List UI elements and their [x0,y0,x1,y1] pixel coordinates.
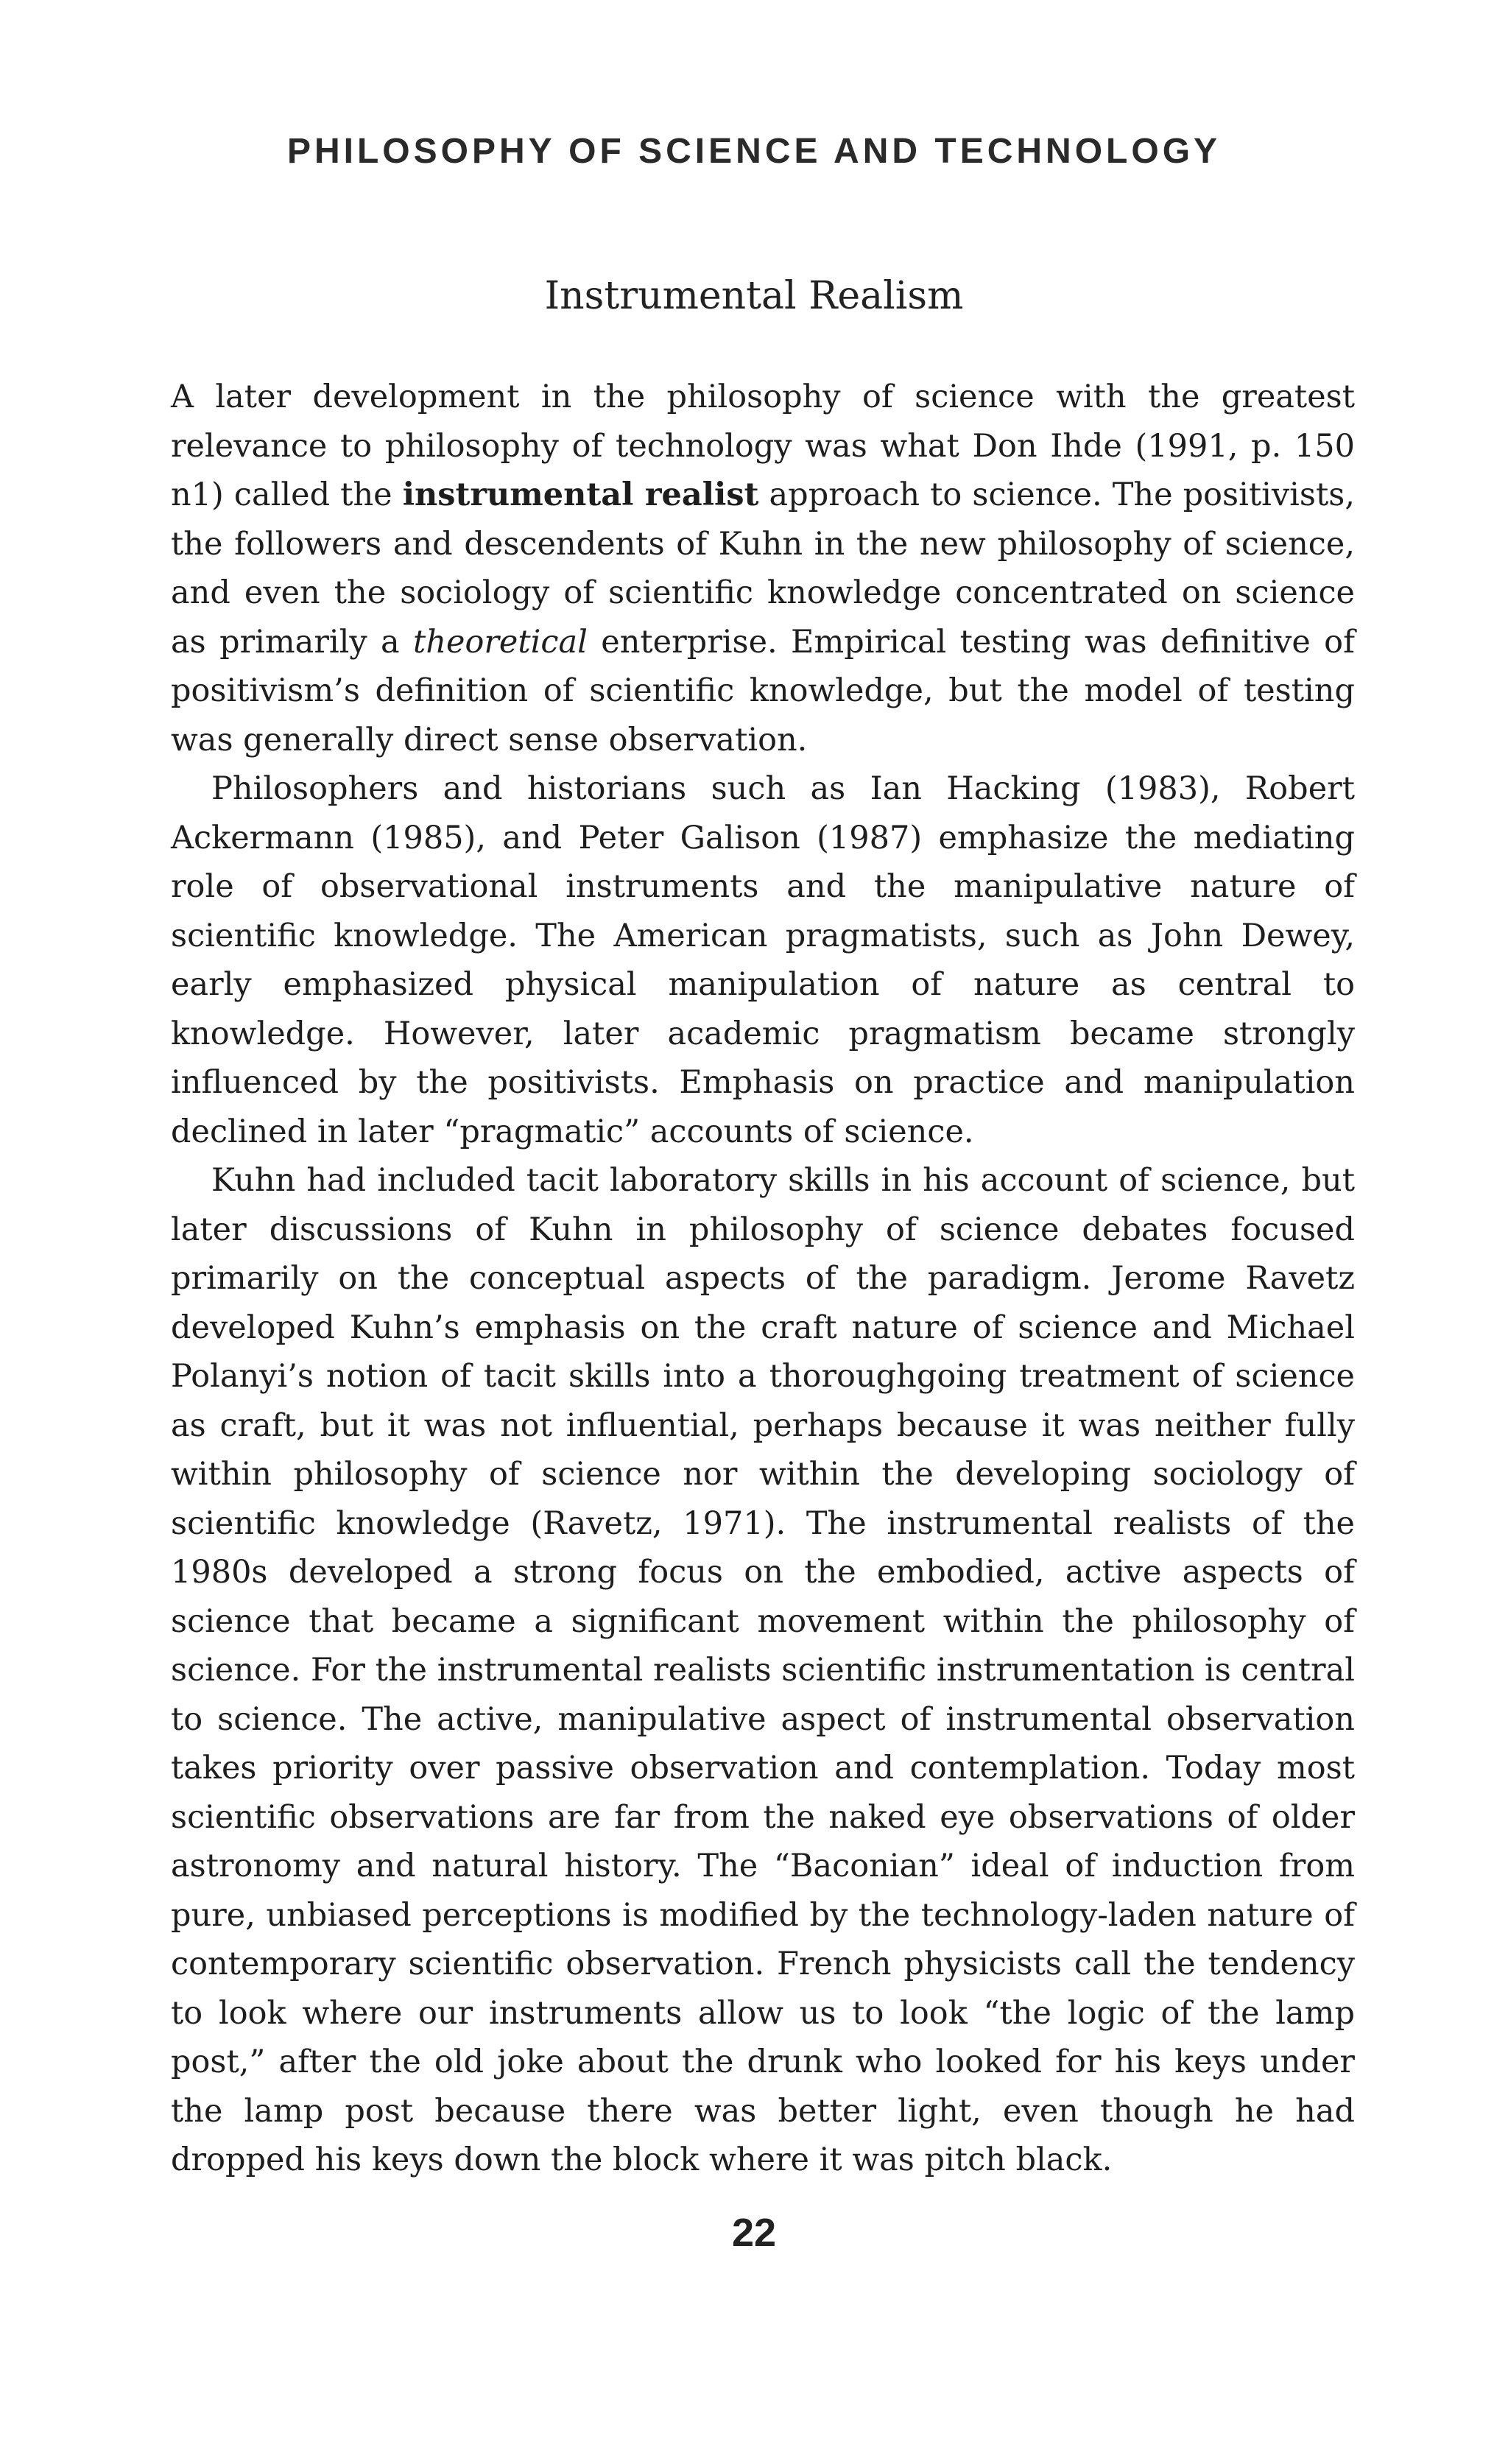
running-head-title: PHILOSOPHY OF SCIENCE AND TECHNOLOGY [286,132,1222,171]
section-title: Instrumental Realism [544,274,964,318]
paragraph-1 [171,373,1355,764]
term-instrumental-realist: instrumental realist [402,476,759,513]
term-theoretical: theoretical [413,623,588,661]
paragraph-3: Kuhn had included tacit laboratory skills in his account of science, but later discussions of Kuhn in philosophy of science debates focused primarily on the conceptual aspects of the paradigm. Jerome Ravetz developed Kuhn’s emphasis on the craft nature of science and Michael Polanyi’s notion of tacit skills into a thoroughgoing treatment of science as craft, but it was not influential, perhaps because it was neither fully within philosophy of science nor within the developing sociology of scientific knowledge (Ravetz, 1971). The instrumental realists of the 1980s developed a strong focus on the embodied, active aspects of science that became a significant movement within the philosophy of science. For the instrumental realists scientific instrumentation is central to science. The active, manipulative aspect of instrumental observation takes priority over passive observation and contemplation. Today most scientific observations are far from the naked eye observations of older astronomy and natural history. The “Baconian” ideal of induction from pure, unbiased perceptions is modified by the technology-laden nature of contemporary scientific observation. French physicists call the tendency to look where our instruments allow us to look “the logic of the lamp post,” after the old joke about the drunk who looked for his keys under the lamp post because there was better light, even though he had dropped his keys down the block where it was pitch black. [171,1162,1355,2178]
paragraph-1-text-b: approach to science. The positivists, the followers and descendents of Kuhn in the new philosophy of science, and even the sociology of scientific knowledge concentrated on science as primarily a [171,476,1356,661]
paragraph-2: Philosophers and historians such as Ian Hacking (1983), Robert Ackermann (1985), and Peter Galison (1987) emphasize the mediating role of observational instruments and the manipulative nature of scientific knowledge. The American pragmatists, such as John Dewey, early emphasized physical manipulation of nature as central to knowledge. However, later academic pragmatism became strongly influenced by the positivists. Emphasis on practice and manipulation declined in later “pragmatic” accounts of science. [171,770,1355,1150]
body-text [171,373,1355,2185]
page-number: 22 [731,2211,777,2255]
paragraph-1-text-c: enterprise. Empirical testing was definitive of positivism’s definition of scientific knowledge, but the model of testing was generally direct sense observation. [171,623,1355,758]
paragraph-1-text-a: A later development in the philosophy of science with the greatest relevance to philosophy of technology was what Don Ihde (1991, p. 150 n1) called the [171,379,1355,513]
